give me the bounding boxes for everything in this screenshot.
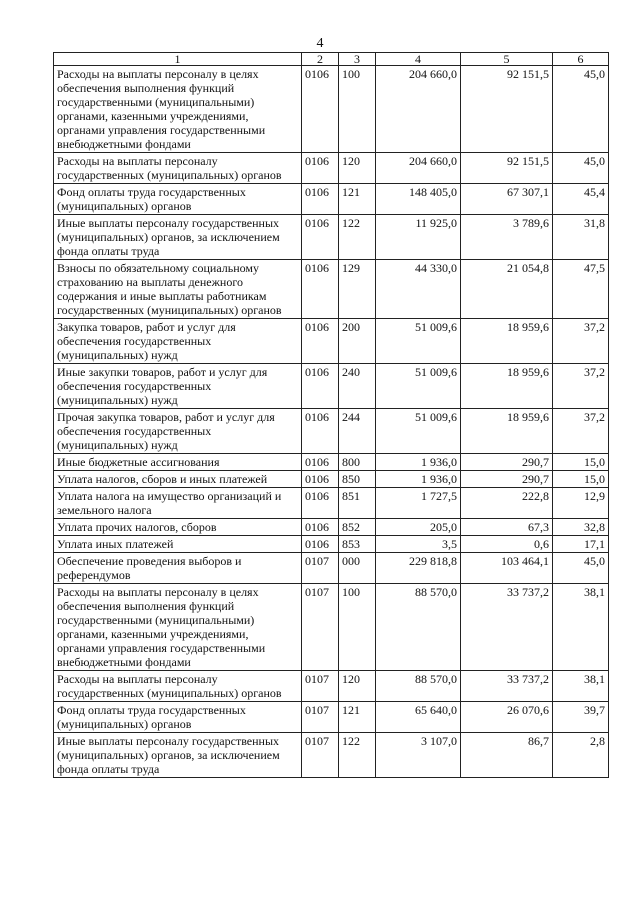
execution-percent-cell: 15,0 xyxy=(553,454,609,471)
actual-amount-cell: 290,7 xyxy=(461,471,553,488)
actual-amount-cell: 21 054,8 xyxy=(461,260,553,319)
table-row xyxy=(54,215,609,260)
column-header-2: 2 xyxy=(302,53,339,66)
planned-amount-cell: 205,0 xyxy=(376,519,461,536)
section-code-cell: 0107 xyxy=(302,733,339,778)
expense-name-cell: Расходы на выплаты персоналу в целях обеспечения выполнения функций государственными (муниципальными) органами, казенными учреждениями, органами управления государственными внебюджетными фондами xyxy=(54,584,302,671)
expense-name-cell: Взносы по обязательному социальному страхованию на выплаты денежного содержания и иные выплаты работникам государственных (муниципальных) органов xyxy=(54,260,302,319)
section-code-cell: 0106 xyxy=(302,409,339,454)
execution-percent-cell: 45,0 xyxy=(553,66,609,153)
planned-amount-cell: 44 330,0 xyxy=(376,260,461,319)
planned-amount-cell: 229 818,8 xyxy=(376,553,461,584)
planned-amount-cell: 1 727,5 xyxy=(376,488,461,519)
execution-percent-cell: 17,1 xyxy=(553,536,609,553)
column-header-4: 4 xyxy=(376,53,461,66)
actual-amount-cell: 33 737,2 xyxy=(461,584,553,671)
expense-type-cell: 200 xyxy=(339,319,376,364)
expense-name-cell: Иные бюджетные ассигнования xyxy=(54,454,302,471)
table-body xyxy=(54,66,609,778)
section-code-cell: 0106 xyxy=(302,215,339,260)
table-row xyxy=(54,488,609,519)
planned-amount-cell: 148 405,0 xyxy=(376,184,461,215)
table-row xyxy=(54,519,609,536)
planned-amount-cell: 204 660,0 xyxy=(376,66,461,153)
budget-table xyxy=(53,52,609,778)
expense-name-cell: Иные выплаты персоналу государственных (муниципальных) органов, за исключением фонда оплаты труда xyxy=(54,215,302,260)
table-row xyxy=(54,66,609,153)
execution-percent-cell: 37,2 xyxy=(553,409,609,454)
execution-percent-cell: 12,9 xyxy=(553,488,609,519)
execution-percent-cell: 32,8 xyxy=(553,519,609,536)
section-code-cell: 0107 xyxy=(302,553,339,584)
expense-type-cell: 852 xyxy=(339,519,376,536)
planned-amount-cell: 51 009,6 xyxy=(376,364,461,409)
planned-amount-cell: 1 936,0 xyxy=(376,454,461,471)
planned-amount-cell: 88 570,0 xyxy=(376,584,461,671)
actual-amount-cell: 33 737,2 xyxy=(461,671,553,702)
table-row xyxy=(54,536,609,553)
execution-percent-cell: 2,8 xyxy=(553,733,609,778)
table-row xyxy=(54,153,609,184)
planned-amount-cell: 1 936,0 xyxy=(376,471,461,488)
section-code-cell: 0106 xyxy=(302,153,339,184)
execution-percent-cell: 38,1 xyxy=(553,584,609,671)
table-row xyxy=(54,260,609,319)
expense-type-cell: 244 xyxy=(339,409,376,454)
expense-name-cell: Уплата прочих налогов, сборов xyxy=(54,519,302,536)
execution-percent-cell: 38,1 xyxy=(553,671,609,702)
table-row xyxy=(54,471,609,488)
execution-percent-cell: 31,8 xyxy=(553,215,609,260)
expense-type-cell: 800 xyxy=(339,454,376,471)
expense-type-cell: 120 xyxy=(339,153,376,184)
expense-type-cell: 850 xyxy=(339,471,376,488)
section-code-cell: 0106 xyxy=(302,454,339,471)
section-code-cell: 0106 xyxy=(302,319,339,364)
actual-amount-cell: 0,6 xyxy=(461,536,553,553)
actual-amount-cell: 86,7 xyxy=(461,733,553,778)
expense-name-cell: Уплата налогов, сборов и иных платежей xyxy=(54,471,302,488)
expense-name-cell: Прочая закупка товаров, работ и услуг для обеспечения государственных (муниципальных) нужд xyxy=(54,409,302,454)
actual-amount-cell: 103 464,1 xyxy=(461,553,553,584)
expense-name-cell: Иные закупки товаров, работ и услуг для обеспечения государственных (муниципальных) нужд xyxy=(54,364,302,409)
section-code-cell: 0107 xyxy=(302,702,339,733)
execution-percent-cell: 45,0 xyxy=(553,153,609,184)
column-header-5: 5 xyxy=(461,53,553,66)
section-code-cell: 0106 xyxy=(302,471,339,488)
actual-amount-cell: 18 959,6 xyxy=(461,409,553,454)
expense-type-cell: 129 xyxy=(339,260,376,319)
planned-amount-cell: 3 107,0 xyxy=(376,733,461,778)
table-row xyxy=(54,319,609,364)
actual-amount-cell: 67,3 xyxy=(461,519,553,536)
execution-percent-cell: 37,2 xyxy=(553,364,609,409)
execution-percent-cell: 15,0 xyxy=(553,471,609,488)
expense-type-cell: 121 xyxy=(339,184,376,215)
expense-type-cell: 121 xyxy=(339,702,376,733)
planned-amount-cell: 65 640,0 xyxy=(376,702,461,733)
page-number: 4 xyxy=(316,36,324,51)
section-code-cell: 0106 xyxy=(302,519,339,536)
execution-percent-cell: 45,0 xyxy=(553,553,609,584)
table-row xyxy=(54,364,609,409)
section-code-cell: 0106 xyxy=(302,260,339,319)
expense-name-cell: Расходы на выплаты персоналу государственных (муниципальных) органов xyxy=(54,153,302,184)
table-header xyxy=(54,53,609,66)
actual-amount-cell: 92 151,5 xyxy=(461,153,553,184)
table-row xyxy=(54,409,609,454)
section-code-cell: 0107 xyxy=(302,584,339,671)
section-code-cell: 0107 xyxy=(302,671,339,702)
expense-name-cell: Иные выплаты персоналу государственных (муниципальных) органов, за исключением фонда оплаты труда xyxy=(54,733,302,778)
actual-amount-cell: 92 151,5 xyxy=(461,66,553,153)
column-header-6: 6 xyxy=(553,53,609,66)
expense-name-cell: Закупка товаров, работ и услуг для обеспечения государственных (муниципальных) нужд xyxy=(54,319,302,364)
expense-name-cell: Обеспечение проведения выборов и референдумов xyxy=(54,553,302,584)
expense-type-cell: 851 xyxy=(339,488,376,519)
expense-type-cell: 100 xyxy=(339,66,376,153)
table-row xyxy=(54,454,609,471)
expense-name-cell: Уплата иных платежей xyxy=(54,536,302,553)
expense-type-cell: 000 xyxy=(339,553,376,584)
actual-amount-cell: 222,8 xyxy=(461,488,553,519)
execution-percent-cell: 37,2 xyxy=(553,319,609,364)
expense-type-cell: 853 xyxy=(339,536,376,553)
planned-amount-cell: 204 660,0 xyxy=(376,153,461,184)
section-code-cell: 0106 xyxy=(302,536,339,553)
section-code-cell: 0106 xyxy=(302,184,339,215)
expense-name-cell: Фонд оплаты труда государственных (муниципальных) органов xyxy=(54,184,302,215)
execution-percent-cell: 47,5 xyxy=(553,260,609,319)
column-header-1: 1 xyxy=(54,53,302,66)
execution-percent-cell: 39,7 xyxy=(553,702,609,733)
actual-amount-cell: 3 789,6 xyxy=(461,215,553,260)
actual-amount-cell: 290,7 xyxy=(461,454,553,471)
table-row xyxy=(54,553,609,584)
actual-amount-cell: 18 959,6 xyxy=(461,364,553,409)
section-code-cell: 0106 xyxy=(302,66,339,153)
header-row xyxy=(54,53,609,66)
expense-type-cell: 100 xyxy=(339,584,376,671)
planned-amount-cell: 51 009,6 xyxy=(376,319,461,364)
table-row xyxy=(54,702,609,733)
column-header-3: 3 xyxy=(339,53,376,66)
table-row xyxy=(54,671,609,702)
planned-amount-cell: 3,5 xyxy=(376,536,461,553)
actual-amount-cell: 18 959,6 xyxy=(461,319,553,364)
expense-name-cell: Расходы на выплаты персоналу в целях обеспечения выполнения функций государственными (муниципальными) органами, казенными учреждениями, органами управления государственными внебюджетными фондами xyxy=(54,66,302,153)
planned-amount-cell: 51 009,6 xyxy=(376,409,461,454)
section-code-cell: 0106 xyxy=(302,364,339,409)
actual-amount-cell: 67 307,1 xyxy=(461,184,553,215)
expense-name-cell: Уплата налога на имущество организаций и земельного налога xyxy=(54,488,302,519)
table-row xyxy=(54,584,609,671)
expense-type-cell: 122 xyxy=(339,215,376,260)
table-row xyxy=(54,184,609,215)
section-code-cell: 0106 xyxy=(302,488,339,519)
expense-type-cell: 122 xyxy=(339,733,376,778)
execution-percent-cell: 45,4 xyxy=(553,184,609,215)
planned-amount-cell: 88 570,0 xyxy=(376,671,461,702)
expense-type-cell: 240 xyxy=(339,364,376,409)
expense-name-cell: Расходы на выплаты персоналу государственных (муниципальных) органов xyxy=(54,671,302,702)
expense-type-cell: 120 xyxy=(339,671,376,702)
planned-amount-cell: 11 925,0 xyxy=(376,215,461,260)
expense-name-cell: Фонд оплаты труда государственных (муниципальных) органов xyxy=(54,702,302,733)
table-row xyxy=(54,733,609,778)
actual-amount-cell: 26 070,6 xyxy=(461,702,553,733)
